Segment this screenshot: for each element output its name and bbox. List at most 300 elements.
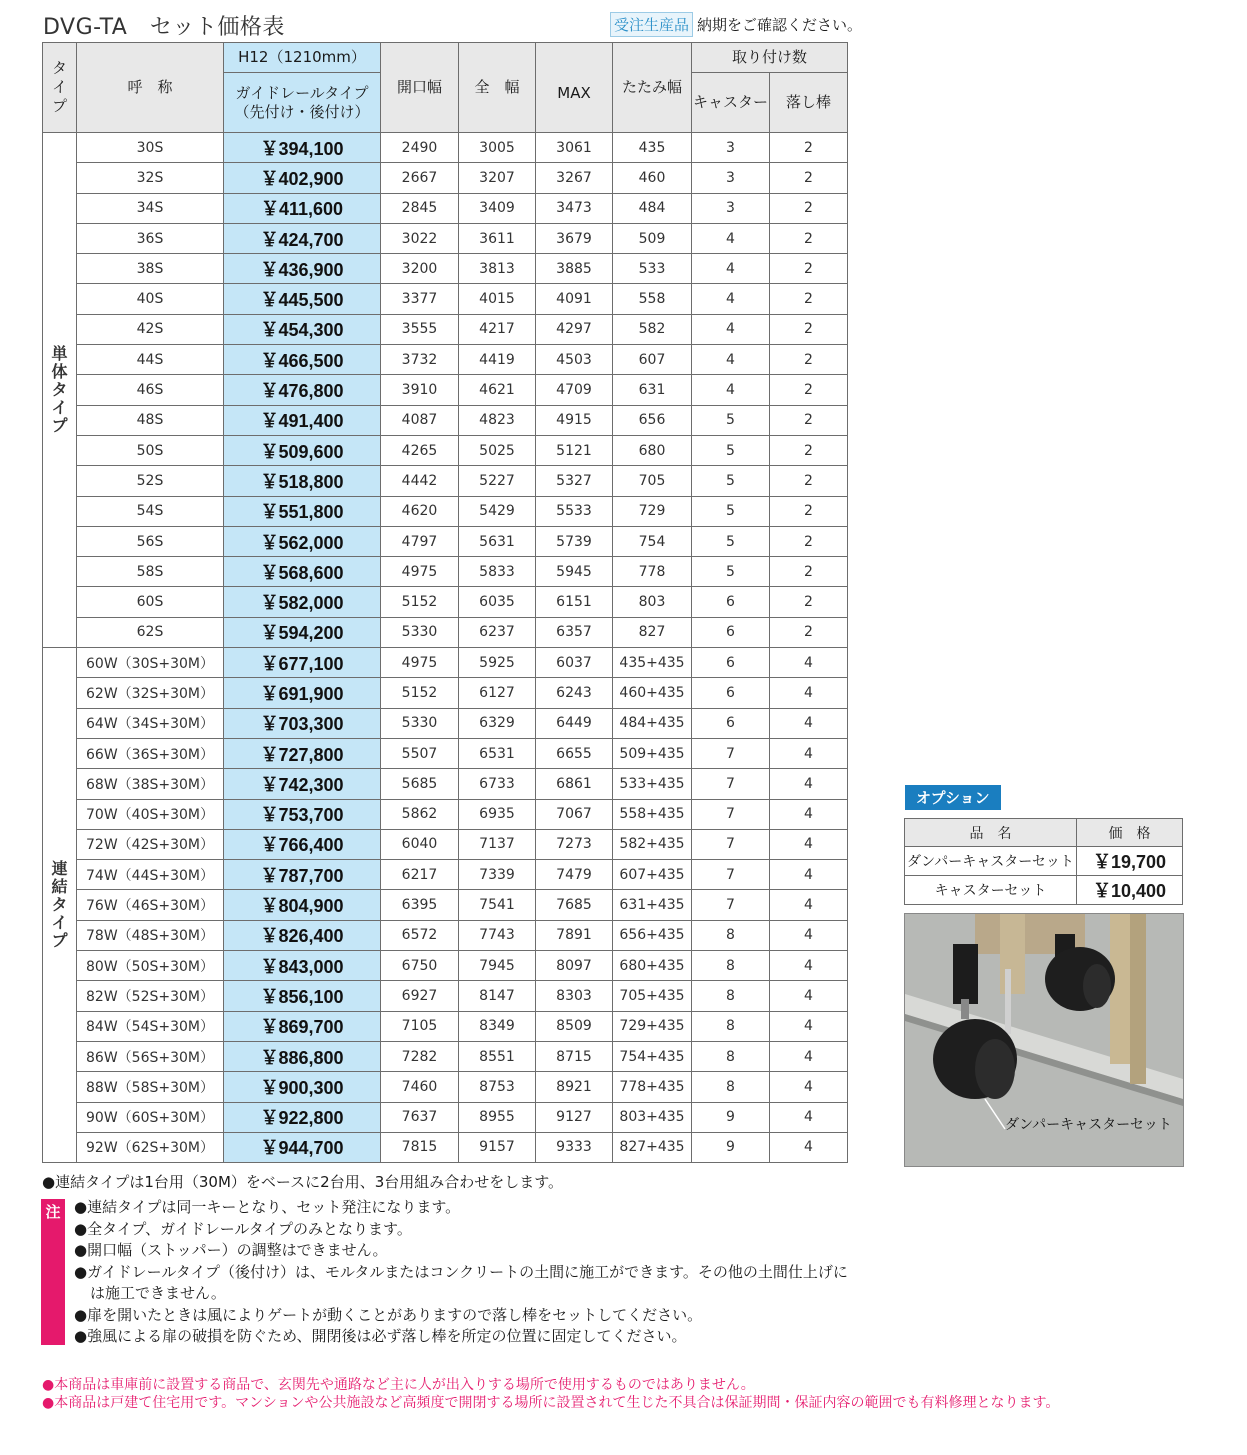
cell-price: ￥436,900 bbox=[224, 254, 381, 284]
cell-bar: 2 bbox=[770, 284, 848, 314]
cell-caster: 5 bbox=[692, 466, 770, 496]
header-total-width: 全 幅 bbox=[459, 43, 536, 133]
cell-total: 3207 bbox=[459, 163, 536, 193]
cell-bar: 2 bbox=[770, 496, 848, 526]
cell-name: 86W（56S+30M） bbox=[77, 1041, 224, 1071]
cell-caster: 5 bbox=[692, 526, 770, 556]
cell-name: 72W（42S+30M） bbox=[77, 829, 224, 859]
cell-total: 4621 bbox=[459, 375, 536, 405]
cell-name: 38S bbox=[77, 254, 224, 284]
page-title: DVG-TA セット価格表 bbox=[43, 15, 285, 40]
cell-caster: 8 bbox=[692, 1041, 770, 1071]
cell-name: 74W（44S+30M） bbox=[77, 860, 224, 890]
cell-price: ￥551,800 bbox=[224, 496, 381, 526]
cell-folded: 558 bbox=[613, 284, 692, 314]
cell-caster: 3 bbox=[692, 133, 770, 163]
cell-name: 76W（46S+30M） bbox=[77, 890, 224, 920]
cell-caster: 7 bbox=[692, 860, 770, 890]
cell-folded: 705 bbox=[613, 466, 692, 496]
cell-folded: 729+435 bbox=[613, 1011, 692, 1041]
cell-bar: 2 bbox=[770, 314, 848, 344]
cell-folded: 778 bbox=[613, 557, 692, 587]
cell-caster: 4 bbox=[692, 345, 770, 375]
cell-total: 4217 bbox=[459, 314, 536, 344]
cell-bar: 2 bbox=[770, 466, 848, 496]
cell-opening: 2667 bbox=[381, 163, 459, 193]
price-table bbox=[42, 42, 848, 1163]
cell-folded: 582 bbox=[613, 314, 692, 344]
cell-price: ￥869,700 bbox=[224, 1011, 381, 1041]
cell-folded: 803+435 bbox=[613, 1102, 692, 1132]
cell-name: 62W（32S+30M） bbox=[77, 678, 224, 708]
cell-bar: 2 bbox=[770, 193, 848, 223]
table-row bbox=[43, 163, 848, 193]
table-row bbox=[43, 223, 848, 253]
cell-price: ￥476,800 bbox=[224, 375, 381, 405]
cell-caster: 5 bbox=[692, 405, 770, 435]
cell-name: 50S bbox=[77, 435, 224, 465]
cell-caster: 7 bbox=[692, 769, 770, 799]
cell-opening: 5862 bbox=[381, 799, 459, 829]
cell-max: 5945 bbox=[536, 557, 613, 587]
cell-caster: 4 bbox=[692, 375, 770, 405]
table-row bbox=[43, 1041, 848, 1071]
table-row bbox=[43, 617, 848, 647]
cell-total: 6531 bbox=[459, 738, 536, 768]
header-opening: 開口幅 bbox=[381, 43, 459, 133]
cell-name: 70W（40S+30M） bbox=[77, 799, 224, 829]
cell-name: 80W（50S+30M） bbox=[77, 951, 224, 981]
caution-label: 注 bbox=[45, 1203, 61, 1221]
notes-list bbox=[74, 1197, 854, 1348]
cell-folded: 729 bbox=[613, 496, 692, 526]
cell-max: 8303 bbox=[536, 981, 613, 1011]
cell-max: 4503 bbox=[536, 345, 613, 375]
cell-folded: 656 bbox=[613, 405, 692, 435]
base-note: ●連結タイプは1台用（30M）をベースに2台用、3台用組み合わせをします。 bbox=[42, 1173, 564, 1191]
cell-max: 3885 bbox=[536, 254, 613, 284]
cell-total: 7541 bbox=[459, 890, 536, 920]
cell-folded: 509+435 bbox=[613, 738, 692, 768]
cell-caster: 6 bbox=[692, 587, 770, 617]
cell-name: 68W（38S+30M） bbox=[77, 769, 224, 799]
cell-name: 66W（36S+30M） bbox=[77, 738, 224, 768]
cell-total: 7743 bbox=[459, 920, 536, 950]
cell-price: ￥742,300 bbox=[224, 769, 381, 799]
cell-total: 4823 bbox=[459, 405, 536, 435]
table-row bbox=[43, 466, 848, 496]
cell-bar: 4 bbox=[770, 769, 848, 799]
cell-price: ￥582,000 bbox=[224, 587, 381, 617]
cell-bar: 4 bbox=[770, 1132, 848, 1162]
cell-caster: 3 bbox=[692, 193, 770, 223]
table-row bbox=[43, 375, 848, 405]
table-row bbox=[43, 193, 848, 223]
cell-price: ￥594,200 bbox=[224, 617, 381, 647]
cell-max: 5739 bbox=[536, 526, 613, 556]
cell-caster: 8 bbox=[692, 920, 770, 950]
cell-caster: 5 bbox=[692, 435, 770, 465]
cell-total: 6035 bbox=[459, 587, 536, 617]
cell-total: 3409 bbox=[459, 193, 536, 223]
table-row bbox=[43, 920, 848, 950]
cell-folded: 435+435 bbox=[613, 648, 692, 678]
cell-name: 58S bbox=[77, 557, 224, 587]
cell-opening: 6927 bbox=[381, 981, 459, 1011]
cell-caster: 9 bbox=[692, 1102, 770, 1132]
cell-folded: 803 bbox=[613, 587, 692, 617]
cell-price: ￥509,600 bbox=[224, 435, 381, 465]
note-item: ●強風による扉の破損を防ぐため、開閉後は必ず落し棒を所定の位置に固定してください。 bbox=[74, 1327, 687, 1345]
cell-total: 8955 bbox=[459, 1102, 536, 1132]
option-col-name: 品 名 bbox=[905, 819, 1077, 847]
cell-price: ￥466,500 bbox=[224, 345, 381, 375]
cell-caster: 6 bbox=[692, 708, 770, 738]
cell-bar: 2 bbox=[770, 557, 848, 587]
table-row bbox=[43, 769, 848, 799]
table-row bbox=[43, 133, 848, 163]
cell-max: 5327 bbox=[536, 466, 613, 496]
cell-folded: 607 bbox=[613, 345, 692, 375]
cell-folded: 607+435 bbox=[613, 860, 692, 890]
cell-max: 7685 bbox=[536, 890, 613, 920]
cell-bar: 2 bbox=[770, 163, 848, 193]
cell-caster: 4 bbox=[692, 254, 770, 284]
cell-opening: 5152 bbox=[381, 587, 459, 617]
order-note bbox=[610, 12, 862, 37]
footnote-item: ●本商品は戸建て住宅用です。マンションや公共施設など高頻度で開閉する場所に設置されて生じた不具合は保証期間・保証内容の範囲でも有料修理となります。 bbox=[42, 1395, 1060, 1411]
cell-name: 30S bbox=[77, 133, 224, 163]
cell-opening: 6217 bbox=[381, 860, 459, 890]
footnote-item: ●本商品は車庫前に設置する商品で、玄関先や通路など主に人が出入りする場所で使用するものではありません。 bbox=[42, 1377, 755, 1393]
cell-total: 7945 bbox=[459, 951, 536, 981]
note-item: ●全タイプ、ガイドレールタイプのみとなります。 bbox=[74, 1219, 412, 1238]
cell-total: 8349 bbox=[459, 1011, 536, 1041]
cell-bar: 4 bbox=[770, 981, 848, 1011]
cell-total: 8551 bbox=[459, 1041, 536, 1071]
cell-caster: 6 bbox=[692, 648, 770, 678]
cell-name: 84W（54S+30M） bbox=[77, 1011, 224, 1041]
cell-bar: 2 bbox=[770, 405, 848, 435]
cell-opening: 5152 bbox=[381, 678, 459, 708]
table-row bbox=[43, 678, 848, 708]
cell-max: 6861 bbox=[536, 769, 613, 799]
cell-price: ￥753,700 bbox=[224, 799, 381, 829]
cell-total: 6935 bbox=[459, 799, 536, 829]
header-guide-rail: ガイドレールタイプ （先付け・後付け） bbox=[224, 73, 381, 133]
table-row bbox=[43, 284, 848, 314]
option-item-price: ￥10,400 bbox=[1077, 876, 1183, 905]
cell-caster: 5 bbox=[692, 557, 770, 587]
cell-opening: 6572 bbox=[381, 920, 459, 950]
cell-bar: 4 bbox=[770, 1102, 848, 1132]
table-row bbox=[43, 1102, 848, 1132]
table-row bbox=[43, 981, 848, 1011]
cell-max: 7479 bbox=[536, 860, 613, 890]
cell-price: ￥424,700 bbox=[224, 223, 381, 253]
cell-name: 32S bbox=[77, 163, 224, 193]
cell-total: 7137 bbox=[459, 829, 536, 859]
cell-caster: 3 bbox=[692, 163, 770, 193]
cell-price: ￥804,900 bbox=[224, 890, 381, 920]
cell-folded: 705+435 bbox=[613, 981, 692, 1011]
cell-max: 6449 bbox=[536, 708, 613, 738]
cell-folded: 827 bbox=[613, 617, 692, 647]
cell-folded: 680+435 bbox=[613, 951, 692, 981]
cell-bar: 4 bbox=[770, 1041, 848, 1071]
cell-total: 5429 bbox=[459, 496, 536, 526]
cell-max: 8715 bbox=[536, 1041, 613, 1071]
cell-folded: 509 bbox=[613, 223, 692, 253]
table-row bbox=[43, 345, 848, 375]
cell-opening: 5685 bbox=[381, 769, 459, 799]
option-item-price: ￥19,700 bbox=[1077, 847, 1183, 876]
cell-folded: 484 bbox=[613, 193, 692, 223]
cell-max: 6357 bbox=[536, 617, 613, 647]
cell-price: ￥944,700 bbox=[224, 1132, 381, 1162]
cell-folded: 533 bbox=[613, 254, 692, 284]
cell-folded: 533+435 bbox=[613, 769, 692, 799]
cell-max: 8921 bbox=[536, 1072, 613, 1102]
cell-name: 52S bbox=[77, 466, 224, 496]
cell-folded: 656+435 bbox=[613, 920, 692, 950]
cell-bar: 4 bbox=[770, 738, 848, 768]
cell-bar: 2 bbox=[770, 375, 848, 405]
cell-bar: 2 bbox=[770, 223, 848, 253]
table-row bbox=[43, 1132, 848, 1162]
cell-bar: 4 bbox=[770, 1011, 848, 1041]
table-row bbox=[43, 587, 848, 617]
cell-price: ￥703,300 bbox=[224, 708, 381, 738]
cell-opening: 7282 bbox=[381, 1041, 459, 1071]
cell-opening: 7105 bbox=[381, 1011, 459, 1041]
cell-caster: 8 bbox=[692, 951, 770, 981]
cell-folded: 680 bbox=[613, 435, 692, 465]
cell-opening: 2845 bbox=[381, 193, 459, 223]
cell-bar: 2 bbox=[770, 617, 848, 647]
table-row bbox=[43, 951, 848, 981]
cell-name: 82W（52S+30M） bbox=[77, 981, 224, 1011]
cell-bar: 4 bbox=[770, 708, 848, 738]
cell-opening: 6750 bbox=[381, 951, 459, 981]
cell-total: 5631 bbox=[459, 526, 536, 556]
cell-price: ￥491,400 bbox=[224, 405, 381, 435]
cell-folded: 435 bbox=[613, 133, 692, 163]
cell-total: 6237 bbox=[459, 617, 536, 647]
cell-opening: 4442 bbox=[381, 466, 459, 496]
cell-caster: 6 bbox=[692, 678, 770, 708]
cell-total: 8147 bbox=[459, 981, 536, 1011]
note-item: ●扉を開いたときは風によりゲートが動くことがありますので落し棒をセットしてください。 bbox=[74, 1305, 703, 1324]
cell-total: 7339 bbox=[459, 860, 536, 890]
cell-max: 4915 bbox=[536, 405, 613, 435]
group-label-single: 単体タイプ bbox=[43, 133, 77, 648]
group-label-linked: 連結タイプ bbox=[43, 648, 77, 1163]
cell-name: 78W（48S+30M） bbox=[77, 920, 224, 950]
cell-bar: 4 bbox=[770, 920, 848, 950]
cell-price: ￥787,700 bbox=[224, 860, 381, 890]
cell-name: 62S bbox=[77, 617, 224, 647]
cell-caster: 7 bbox=[692, 799, 770, 829]
cell-total: 6733 bbox=[459, 769, 536, 799]
cell-opening: 7637 bbox=[381, 1102, 459, 1132]
cell-total: 5833 bbox=[459, 557, 536, 587]
cell-bar: 4 bbox=[770, 648, 848, 678]
header-caster: キャスター bbox=[692, 73, 770, 133]
cell-name: 64W（34S+30M） bbox=[77, 708, 224, 738]
cell-opening: 3555 bbox=[381, 314, 459, 344]
cell-caster: 9 bbox=[692, 1132, 770, 1162]
table-row bbox=[43, 1011, 848, 1041]
cell-price: ￥727,800 bbox=[224, 738, 381, 768]
cell-price: ￥562,000 bbox=[224, 526, 381, 556]
cell-opening: 4265 bbox=[381, 435, 459, 465]
cell-name: 60S bbox=[77, 587, 224, 617]
cell-name: 42S bbox=[77, 314, 224, 344]
cell-name: 56S bbox=[77, 526, 224, 556]
cell-folded: 460 bbox=[613, 163, 692, 193]
cell-name: 44S bbox=[77, 345, 224, 375]
table-row bbox=[43, 557, 848, 587]
cell-opening: 3022 bbox=[381, 223, 459, 253]
cell-opening: 6395 bbox=[381, 890, 459, 920]
table-row bbox=[43, 526, 848, 556]
cell-total: 3005 bbox=[459, 133, 536, 163]
cell-name: 54S bbox=[77, 496, 224, 526]
cell-bar: 2 bbox=[770, 254, 848, 284]
cell-caster: 8 bbox=[692, 1011, 770, 1041]
note-item: ●ガイドレールタイプ（後付け）は、モルタルまたはコンクリートの土間に施工ができます。その他の土間仕上げには施工できません。 bbox=[74, 1262, 848, 1302]
cell-price: ￥394,100 bbox=[224, 133, 381, 163]
cell-max: 9127 bbox=[536, 1102, 613, 1132]
cell-max: 8097 bbox=[536, 951, 613, 981]
cell-name: 60W（30S+30M） bbox=[77, 648, 224, 678]
cell-caster: 8 bbox=[692, 981, 770, 1011]
cell-price: ￥826,400 bbox=[224, 920, 381, 950]
cell-caster: 4 bbox=[692, 314, 770, 344]
cell-total: 9157 bbox=[459, 1132, 536, 1162]
header-folded-width: たたみ幅 bbox=[613, 43, 692, 133]
cell-bar: 4 bbox=[770, 890, 848, 920]
option-item-name: キャスターセット bbox=[905, 876, 1077, 905]
cell-max: 7891 bbox=[536, 920, 613, 950]
cell-max: 6655 bbox=[536, 738, 613, 768]
cell-folded: 582+435 bbox=[613, 829, 692, 859]
cell-name: 40S bbox=[77, 284, 224, 314]
cell-opening: 5330 bbox=[381, 708, 459, 738]
cell-bar: 2 bbox=[770, 435, 848, 465]
option-item-name: ダンパーキャスターセット bbox=[905, 847, 1077, 876]
table-row bbox=[43, 405, 848, 435]
table-row bbox=[43, 496, 848, 526]
table-row bbox=[43, 799, 848, 829]
cell-opening: 4975 bbox=[381, 557, 459, 587]
header-mount-count: 取り付け数 bbox=[692, 43, 848, 73]
photo-caption: ダンパーキャスターセット bbox=[1005, 1117, 1172, 1133]
table-row bbox=[43, 648, 848, 678]
cell-bar: 4 bbox=[770, 829, 848, 859]
cell-price: ￥677,100 bbox=[224, 648, 381, 678]
cell-name: 88W（58S+30M） bbox=[77, 1072, 224, 1102]
cell-bar: 4 bbox=[770, 860, 848, 890]
cell-folded: 631 bbox=[613, 375, 692, 405]
cell-name: 36S bbox=[77, 223, 224, 253]
cell-folded: 827+435 bbox=[613, 1132, 692, 1162]
cell-folded: 460+435 bbox=[613, 678, 692, 708]
table-row bbox=[43, 1072, 848, 1102]
cell-name: 34S bbox=[77, 193, 224, 223]
cell-opening: 7815 bbox=[381, 1132, 459, 1162]
table-row bbox=[43, 860, 848, 890]
cell-total: 3611 bbox=[459, 223, 536, 253]
cell-max: 5121 bbox=[536, 435, 613, 465]
cell-opening: 4975 bbox=[381, 648, 459, 678]
cell-price: ￥411,600 bbox=[224, 193, 381, 223]
table-row bbox=[43, 829, 848, 859]
header-bar: 落し棒 bbox=[770, 73, 848, 133]
cell-bar: 4 bbox=[770, 1072, 848, 1102]
cell-bar: 2 bbox=[770, 133, 848, 163]
table-row bbox=[43, 738, 848, 768]
cell-max: 4297 bbox=[536, 314, 613, 344]
cell-opening: 4087 bbox=[381, 405, 459, 435]
cell-max: 8509 bbox=[536, 1011, 613, 1041]
cell-bar: 2 bbox=[770, 345, 848, 375]
cell-max: 6151 bbox=[536, 587, 613, 617]
cell-opening: 5330 bbox=[381, 617, 459, 647]
cell-max: 6243 bbox=[536, 678, 613, 708]
cell-caster: 6 bbox=[692, 617, 770, 647]
cell-max: 7273 bbox=[536, 829, 613, 859]
cell-name: 92W（62S+30M） bbox=[77, 1132, 224, 1162]
cell-total: 3813 bbox=[459, 254, 536, 284]
cell-max: 5533 bbox=[536, 496, 613, 526]
cell-max: 6037 bbox=[536, 648, 613, 678]
cell-opening: 2490 bbox=[381, 133, 459, 163]
cell-total: 4015 bbox=[459, 284, 536, 314]
cell-price: ￥518,800 bbox=[224, 466, 381, 496]
cell-opening: 3377 bbox=[381, 284, 459, 314]
cell-total: 5925 bbox=[459, 648, 536, 678]
cell-total: 5227 bbox=[459, 466, 536, 496]
cell-price: ￥900,300 bbox=[224, 1072, 381, 1102]
note-item: ●連結タイプは同一キーとなり、セット発注になります。 bbox=[74, 1198, 461, 1216]
cell-folded: 631+435 bbox=[613, 890, 692, 920]
cell-opening: 3732 bbox=[381, 345, 459, 375]
cell-bar: 4 bbox=[770, 951, 848, 981]
cell-opening: 3200 bbox=[381, 254, 459, 284]
cell-folded: 558+435 bbox=[613, 799, 692, 829]
cell-price: ￥402,900 bbox=[224, 163, 381, 193]
cell-price: ￥922,800 bbox=[224, 1102, 381, 1132]
cell-price: ￥568,600 bbox=[224, 557, 381, 587]
cell-caster: 5 bbox=[692, 496, 770, 526]
cell-caster: 7 bbox=[692, 829, 770, 859]
cell-total: 8753 bbox=[459, 1072, 536, 1102]
cell-price: ￥691,900 bbox=[224, 678, 381, 708]
cell-price: ￥886,800 bbox=[224, 1041, 381, 1071]
cell-price: ￥445,500 bbox=[224, 284, 381, 314]
cell-opening: 4620 bbox=[381, 496, 459, 526]
made-to-order-badge: 受注生産品 bbox=[610, 12, 693, 37]
cell-total: 6127 bbox=[459, 678, 536, 708]
footnotes bbox=[42, 1376, 1059, 1412]
cell-caster: 4 bbox=[692, 223, 770, 253]
cell-caster: 7 bbox=[692, 890, 770, 920]
cell-name: 48S bbox=[77, 405, 224, 435]
cell-total: 5025 bbox=[459, 435, 536, 465]
note-item: ●開口幅（ストッパー）の調整はできません。 bbox=[74, 1241, 388, 1259]
